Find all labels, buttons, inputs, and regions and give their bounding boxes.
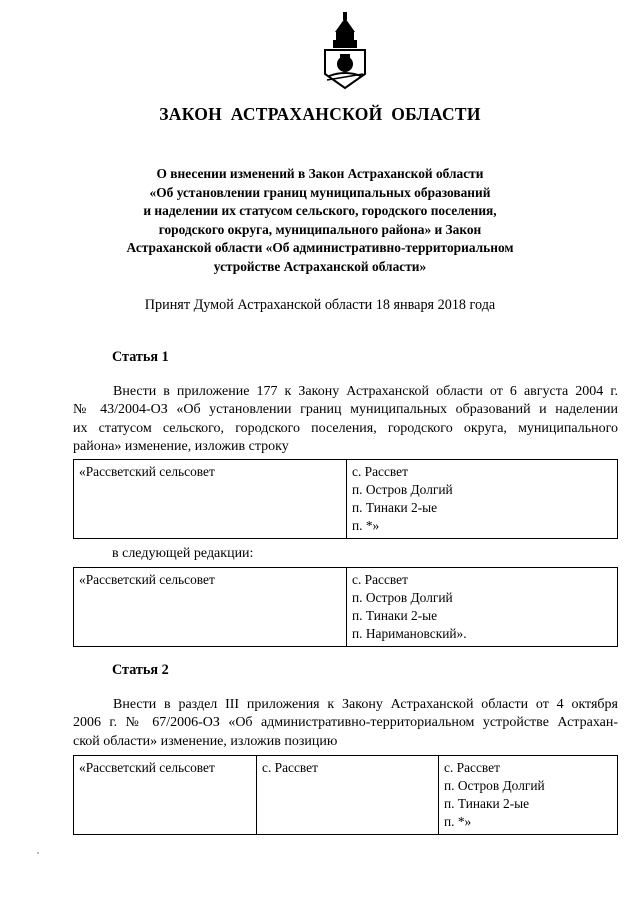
position-table	[73, 755, 618, 835]
subtitle-line: Астраханской области «Об административно-территориальном	[126, 240, 514, 256]
article-1-text	[73, 383, 618, 457]
settlement-item: с. Рассвет	[352, 464, 408, 479]
text-line: ской области» изменение, изложив позицию	[73, 733, 338, 749]
settlement-item: п. Тинаки 2-ые	[352, 500, 438, 515]
new-edition-lead: в следующей редакции:	[112, 546, 254, 561]
text-line: района» изменение, изложив строку	[73, 439, 289, 455]
subtitle-line: «Об установлении границ муниципальных образований	[149, 184, 491, 200]
text-line: № 43/2004-ОЗ «Об установлении границ муниципальных образований и наделении	[73, 402, 618, 418]
text-line: 2006 г. № 67/2006-ОЗ «Об административно-территориальном устройстве Астрахан-	[73, 715, 618, 731]
settlement-item: с. Рассвет	[444, 760, 500, 775]
subtitle-line: устройстве Астраханской области»	[213, 258, 427, 274]
settlement-item: п. *»	[444, 814, 472, 829]
settlement-item: п. Тинаки 2-ые	[444, 796, 530, 811]
settlements-cell	[347, 568, 618, 647]
settlement-item: п. *»	[352, 518, 380, 533]
scan-speck	[37, 852, 39, 854]
municipality-cell: «Рассветский сельсовет	[74, 568, 347, 647]
center-cell: с. Рассвет	[257, 756, 439, 835]
article-2-text	[73, 696, 618, 751]
settlement-item: с. Рассвет	[352, 572, 408, 587]
settlements-cell	[347, 460, 618, 539]
article-2-heading: Статья 2	[112, 662, 169, 678]
text-line: их статусом сельского, городского поселения, городского округа, муниципального	[73, 420, 618, 436]
municipality-cell: «Рассветский сельсовет	[74, 756, 257, 835]
settlement-item: п. Наримановский».	[352, 626, 467, 641]
law-subtitle	[120, 165, 520, 277]
settlement-item: п. Остров Долгий	[352, 482, 453, 497]
coat-of-arms-icon	[321, 12, 369, 94]
settlement-item: п. Остров Долгий	[352, 590, 453, 605]
municipality-cell: «Рассветский сельсовет	[74, 460, 347, 539]
text-line: Внести в приложение 177 к Закону Астраханской области от 6 августа 2004 г.	[113, 384, 618, 399]
subtitle-line: О внесении изменений в Закон Астраханской области	[156, 166, 484, 181]
text-line: Внести в раздел III приложения к Закону Астраханской области от 4 октября	[113, 697, 618, 712]
subtitle-line: городского округа, муниципального района» и Закон	[158, 221, 482, 237]
settlement-item: п. Тинаки 2-ые	[352, 608, 438, 623]
new-row-table	[73, 567, 618, 647]
old-row-table	[73, 459, 618, 539]
settlements-cell	[439, 756, 618, 835]
law-title: ЗАКОН АСТРАХАНСКОЙ ОБЛАСТИ	[159, 104, 481, 124]
subtitle-line: и наделении их статусом сельского, городского поселения,	[143, 203, 497, 219]
article-1-heading: Статья 1	[112, 349, 169, 365]
adoption-note: Принят Думой Астраханской области 18 января 2018 года	[144, 297, 496, 313]
settlement-item: п. Остров Долгий	[444, 778, 545, 793]
